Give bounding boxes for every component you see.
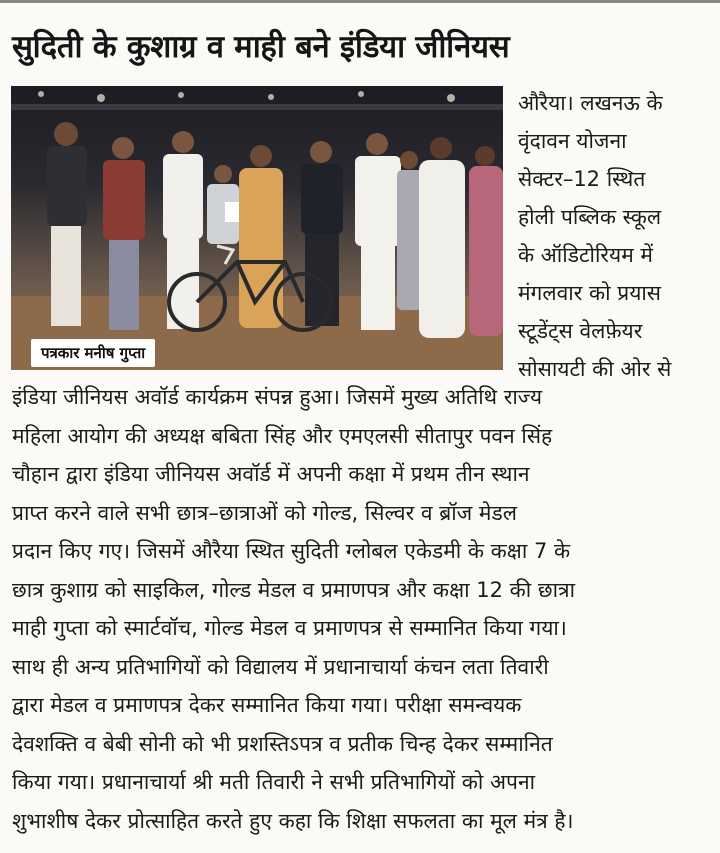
text-line: साथ ही अन्य प्रतिभागियों को विद्यालय में प्रधानाचार्या कंचन लता तिवारी (12, 654, 549, 679)
text-line: मंगलवार को प्रयास (518, 281, 662, 305)
clipped-previous-line (0, 0, 720, 10)
text-line: प्रदान किए गए। जिसमें औरैया स्थित सुदिती ग्लोबल एकेडमी के कक्षा 7 के (12, 539, 571, 563)
text-line: प्राप्त करने वाले सभी छात्र–छात्राओं को गोल्ड, सिल्वर व ब्रॉज मेडल (12, 500, 517, 525)
text-line: इंडिया जीनियस अवॉर्ड कार्यक्रम संपन्न हुआ। जिसमें मुख्य अतिथि राज्य (12, 385, 542, 409)
text-line: सेक्टर–12 स्थित (518, 167, 646, 191)
text-line: किया गया। प्रधानाचार्या श्री मती तिवारी ने सभी प्रतिभागियों को अपना (12, 770, 536, 794)
text-line: औरैया। लखनऊ के (518, 91, 663, 115)
text-line: देवशक्ति व बेबी सोनी को भी प्रशस्तिऽपत्र व प्रतीक चिन्ह देकर सम्मानित (12, 731, 553, 756)
text-line: माही गुप्ता को स्मार्टवॉच, गोल्ड मेडल व प्रमाणपत्र से सम्मानित किया गया। (12, 616, 567, 640)
side-column-text (518, 84, 716, 388)
text-line: स्टूडेंट्स वेलफ़ेयर (518, 319, 643, 343)
text-line: वृंदावन योजना (518, 129, 627, 153)
text-line: होली पब्लिक स्कूल (518, 205, 662, 229)
event-photo (11, 86, 503, 370)
text-line: द्वारा मेडल व प्रमाणपत्र देकर सम्मानित किया गया। परीक्षा समन्वयक (12, 693, 522, 717)
photo-credit: पत्रकार मनीष गुप्ता (31, 339, 155, 367)
text-line: के ऑडिटोरियम में (518, 243, 653, 267)
text-line: छात्र कुशाग्र को साइकिल, गोल्ड मेडल व प्रमाणपत्र और कक्षा 12 की छात्रा (12, 577, 576, 602)
text-line: महिला आयोग की अध्यक्ष बबिता सिंह और एमएलसी सीतापुर पवन सिंह (12, 423, 553, 448)
text-line: चौहान द्वारा इंडिया जीनियस अवॉर्ड में अपनी कक्षा में प्रथम तीन स्थान (12, 462, 530, 486)
text-line: सोसायटी की ओर से (518, 357, 672, 381)
article-body (12, 378, 720, 840)
text-line: शुभाशीष देकर प्रोत्साहित करते हुए कहा कि शिक्षा सफलता का मूल मंत्र है। (12, 808, 574, 833)
headline: सुदिती के कुशाग्र व माही बने इंडिया जीनियस (12, 29, 510, 65)
